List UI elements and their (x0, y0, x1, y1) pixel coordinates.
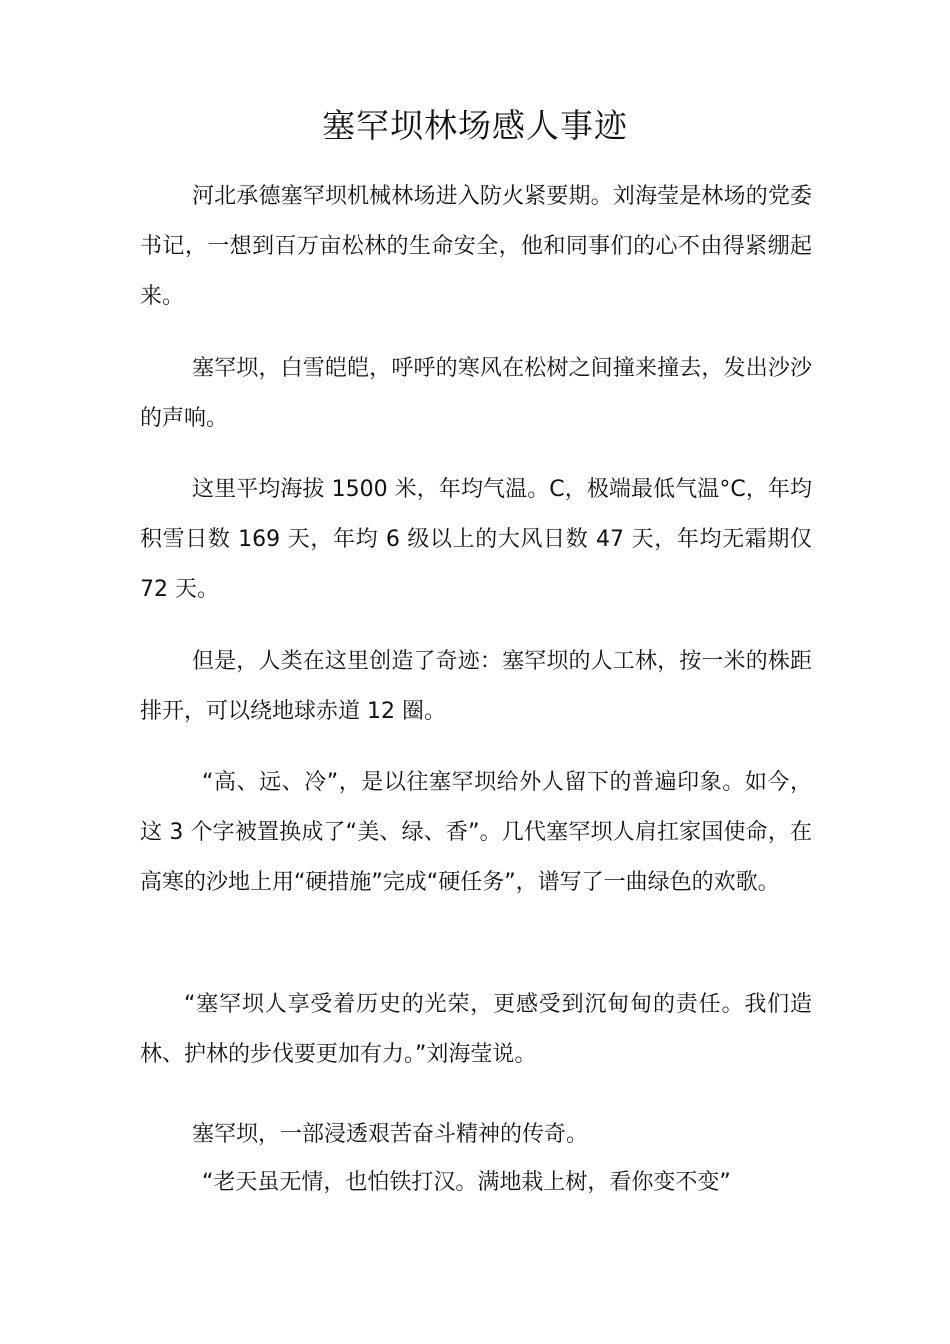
paragraph-legend: 塞罕坝，一部浸透艰苦奋斗精神的传奇。 (192, 1122, 589, 1147)
paragraph-impression: “高、远、冷”，是以往塞罕坝给外人留下的普遍印象。如今，这 3 个字被置换成了“美、绿、香”。几代塞罕坝人肩扛家国使命，在高寒的沙地上用“硬措施”完成“硬任务”，谱写了一曲绿色的欢歌。 (140, 770, 813, 895)
document-title: 塞罕坝林场感人事迹 (322, 106, 628, 145)
paragraph-miracle: 但是，人类在这里创造了奇迹：塞罕坝的人工林，按一米的株距排开，可以绕地球赤道 12 圈。 (140, 649, 812, 724)
paragraph-quote-liu: “塞罕坝人享受着历史的光荣，更感受到沉甸甸的责任。我们造林、护林的步伐要更加有力。”刘海莹说。 (140, 992, 812, 1067)
paragraph-climate: 这里平均海拔 1500 米，年均气温。C，极端最低气温°C，年均积雪日数 169 天，年均 6 级以上的大风日数 47 天，年均无霜期仅 72 天。 (140, 477, 812, 602)
paragraph-slogan: “老天虽无情，也怕铁打汉。满地栽上树，看你变不变” (202, 1170, 731, 1195)
paragraph-snow-wind: 塞罕坝，白雪皑皑，呼呼的寒风在松树之间撞来撞去，发出沙沙的声响。 (140, 356, 812, 431)
paragraph-fire-prevention: 河北承德塞罕坝机械林场进入防火紧要期。刘海莹是林场的党委书记，一想到百万亩松林的生命安全，他和同事们的心不由得紧绷起来。 (140, 184, 812, 309)
